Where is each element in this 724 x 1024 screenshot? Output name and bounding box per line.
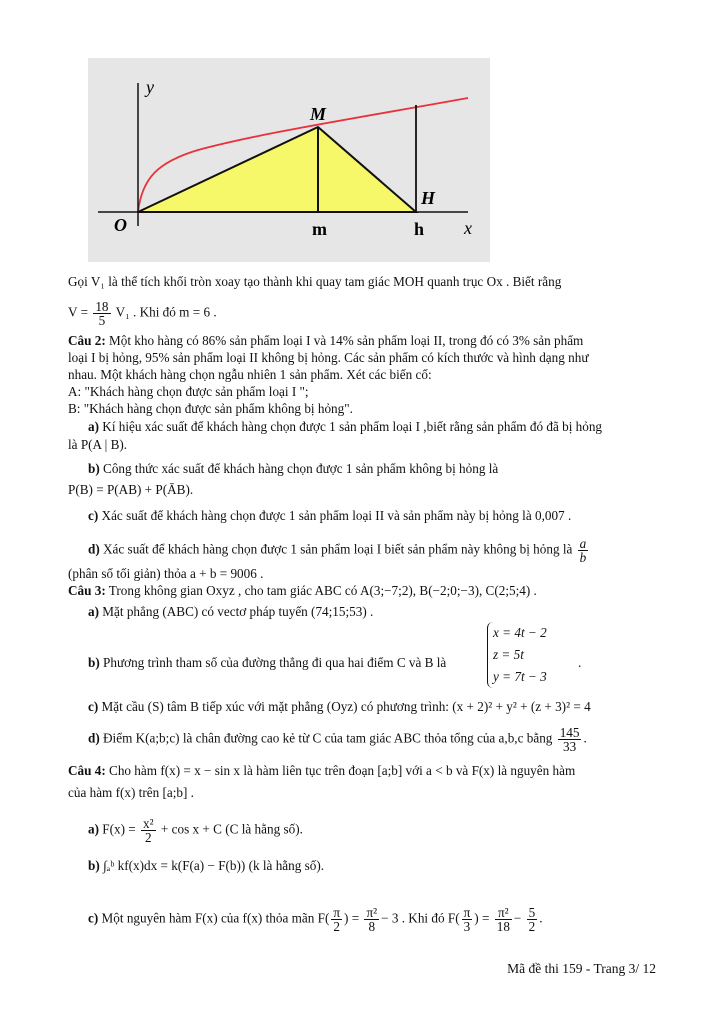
q2-b-text: Công thức xác suất để khách hàng chọn được 1 sản phẩm không bị hỏng là	[99, 461, 499, 476]
q4-a-pre: F(x) =	[99, 821, 136, 837]
frac-num: 18	[95, 299, 109, 314]
frac-den: 3	[463, 919, 471, 934]
q4-c	[88, 906, 543, 933]
label-M: M	[310, 104, 327, 124]
q2-a	[88, 419, 602, 435]
label-y: y	[146, 77, 154, 97]
q2-d	[88, 537, 590, 564]
label-x: x	[464, 218, 472, 238]
intro-line-2-rest: V₁ . Khi đó m = 6 .	[115, 304, 217, 320]
frac-den: 18	[496, 919, 510, 934]
q3-b	[88, 655, 446, 671]
q2-a-label: a)	[88, 419, 99, 434]
q4-a-label: a)	[88, 821, 99, 837]
q2-a-line-2: là P(A | B).	[68, 437, 128, 452]
q2-line-3: nhau. Một khách hàng chọn ngẫu nhiên 1 sản phẩm. Xét các biến cố:	[68, 367, 432, 382]
q2-a-text: Kí hiệu xác suất để khách hàng chọn được 1 sản phẩm loại I ,biết rằng sản phẩm đó đã bị hỏng	[99, 419, 603, 434]
q3-a	[88, 604, 373, 620]
label-m: m	[312, 219, 327, 239]
frac-num: π²	[495, 906, 512, 920]
q4-c-text2: ) =	[344, 910, 360, 926]
q2-heading: Câu 2:	[68, 333, 106, 348]
fraction-pi-2	[331, 906, 342, 933]
q3-b-end: .	[578, 655, 582, 670]
frac-den: 2	[528, 919, 536, 934]
q3-heading: Câu 3:	[68, 583, 106, 598]
frac-num: π²	[366, 905, 378, 920]
frac-num: 5	[528, 905, 536, 920]
q3-d-end: .	[583, 730, 587, 746]
q4-a	[88, 817, 303, 844]
q4-c-text4: ) =	[474, 910, 490, 926]
q4-c-text1: Một nguyên hàm F(x) của f(x) thỏa mãn F(	[98, 910, 330, 926]
q4-line-1	[68, 763, 575, 779]
q3-line-1	[68, 583, 537, 599]
frac-num: π	[333, 905, 341, 920]
q3-d	[88, 726, 587, 753]
q4-line-2: của hàm f(x) trên [a;b] .	[68, 785, 194, 800]
q4-c-text5: −	[513, 910, 522, 926]
fraction-pi-3	[462, 906, 473, 933]
q3-c	[88, 699, 591, 715]
fraction-pi2-18	[495, 906, 512, 933]
frac-den: b	[579, 550, 587, 565]
q3-c-text: Mặt cầu (S) tâm B tiếp xúc với mặt phẳng (Oyz) có phương trình: (x + 2)² + y² + (z + 3)² = 4	[98, 699, 591, 714]
frac-den: 8	[368, 919, 376, 934]
q2-event-a: A: "Khách hàng chọn được sản phẩm loại I ";	[68, 384, 309, 399]
frac-num: 145	[559, 725, 580, 740]
q3-a-label: a)	[88, 604, 99, 619]
q4-heading: Câu 4:	[68, 763, 106, 778]
frac-den: 2	[145, 830, 152, 845]
q2-line-2: loại I bị hỏng, 95% sản phẩm loại II không bị hỏng. Các sản phẩm có kích thước và hình dạng như	[68, 350, 589, 365]
q4-b-label: b)	[88, 858, 100, 873]
q2-text1: Một kho hàng có 86% sản phẩm loại I và 14% sản phẩm loại II, trong đó có 3% sản phẩm	[105, 333, 584, 348]
q2-event-b: B: "Khách hàng chọn được sản phẩm không bị hỏng".	[68, 401, 353, 416]
fraction-18-5	[93, 300, 110, 327]
frac-num: π	[463, 905, 471, 920]
label-h: h	[414, 219, 425, 239]
graph-figure	[88, 58, 490, 262]
q3-b-label: b)	[88, 655, 100, 670]
page-footer: Mã đề thi 159 - Trang 3/ 12	[507, 961, 656, 976]
fraction-5-2	[527, 906, 538, 933]
frac-den: 33	[562, 739, 577, 754]
q2-c	[88, 508, 571, 524]
q2-b-formula: P(B) = P(AB) + P(ĀB).	[68, 482, 194, 497]
q4-c-end: .	[539, 910, 543, 926]
q3-b-text: Phương trình tham số của đường thẳng đi qua hai điểm C và B là	[99, 655, 447, 670]
q4-a-post: + cos x + C (C là hằng số).	[160, 821, 303, 837]
q3-a-text: Mặt phẳng (ABC) có vectơ pháp tuyến (74;15;53) .	[99, 604, 374, 619]
intro-line-2	[68, 300, 217, 327]
q3-text: Trong không gian Oxyz , cho tam giác ABC có A(3;−7;2), B(−2;0;−3), C(2;5;4) .	[105, 583, 537, 598]
q2-b-label: b)	[88, 461, 100, 476]
parametric-system	[487, 622, 547, 688]
fraction-145-33	[558, 726, 582, 753]
q4-c-text3: − 3 . Khi đó F(	[381, 910, 460, 926]
fraction-pi2-8	[364, 906, 379, 933]
q2-line-1	[68, 333, 583, 349]
frac-den: 2	[333, 919, 340, 934]
system-row-2: z = 5t	[493, 647, 524, 662]
fraction-a-b	[578, 537, 589, 564]
q2-b	[88, 461, 498, 477]
q2-c-label: c)	[88, 508, 99, 523]
q3-d-label: d)	[88, 730, 100, 746]
q4-b	[88, 858, 324, 874]
q2-d-label: d)	[88, 541, 100, 557]
system-row-3: y = 7t − 3	[493, 669, 547, 684]
v-eq: V =	[68, 304, 89, 320]
q4-b-text: ∫ₐᵇ kf(x)dx = k(F(a) − F(b)) (k là hằng số).	[99, 858, 325, 873]
q2-d-text: Xác suất để khách hàng chọn được 1 sản phẩm loại I biết sản phẩm này không bị hỏng là	[99, 541, 573, 557]
frac-num: a	[579, 536, 587, 551]
q3-d-text: Điểm K(a;b;c) là chân đường cao kẻ từ C của tam giác ABC thỏa tổng của a,b,c bằng	[99, 730, 553, 746]
label-O: O	[114, 215, 127, 235]
fraction-x2-2	[141, 817, 156, 844]
q2-c-text: Xác suất để khách hàng chọn được 1 sản phẩm loại II và sản phẩm này bị hỏng là 0,007 .	[98, 508, 572, 523]
frac-num: x²	[143, 816, 154, 831]
q3-c-label: c)	[88, 699, 99, 714]
frac-den: 5	[98, 313, 106, 328]
label-H: H	[421, 188, 436, 208]
intro-line-1: Gọi V₁ là thể tích khối tròn xoay tạo thành khi quay tam giác MOH quanh trục Ox . Biết rằng	[68, 274, 562, 289]
q4-text: Cho hàm f(x) = x − sin x là hàm liên tục trên đoạn [a;b] với a < b và F(x) là nguyên hàm	[105, 763, 576, 778]
system-row-1: x = 4t − 2	[493, 625, 547, 640]
q2-d-line-2: (phân số tối giản) thỏa a + b = 9006 .	[68, 566, 264, 581]
q4-c-label: c)	[88, 910, 99, 926]
